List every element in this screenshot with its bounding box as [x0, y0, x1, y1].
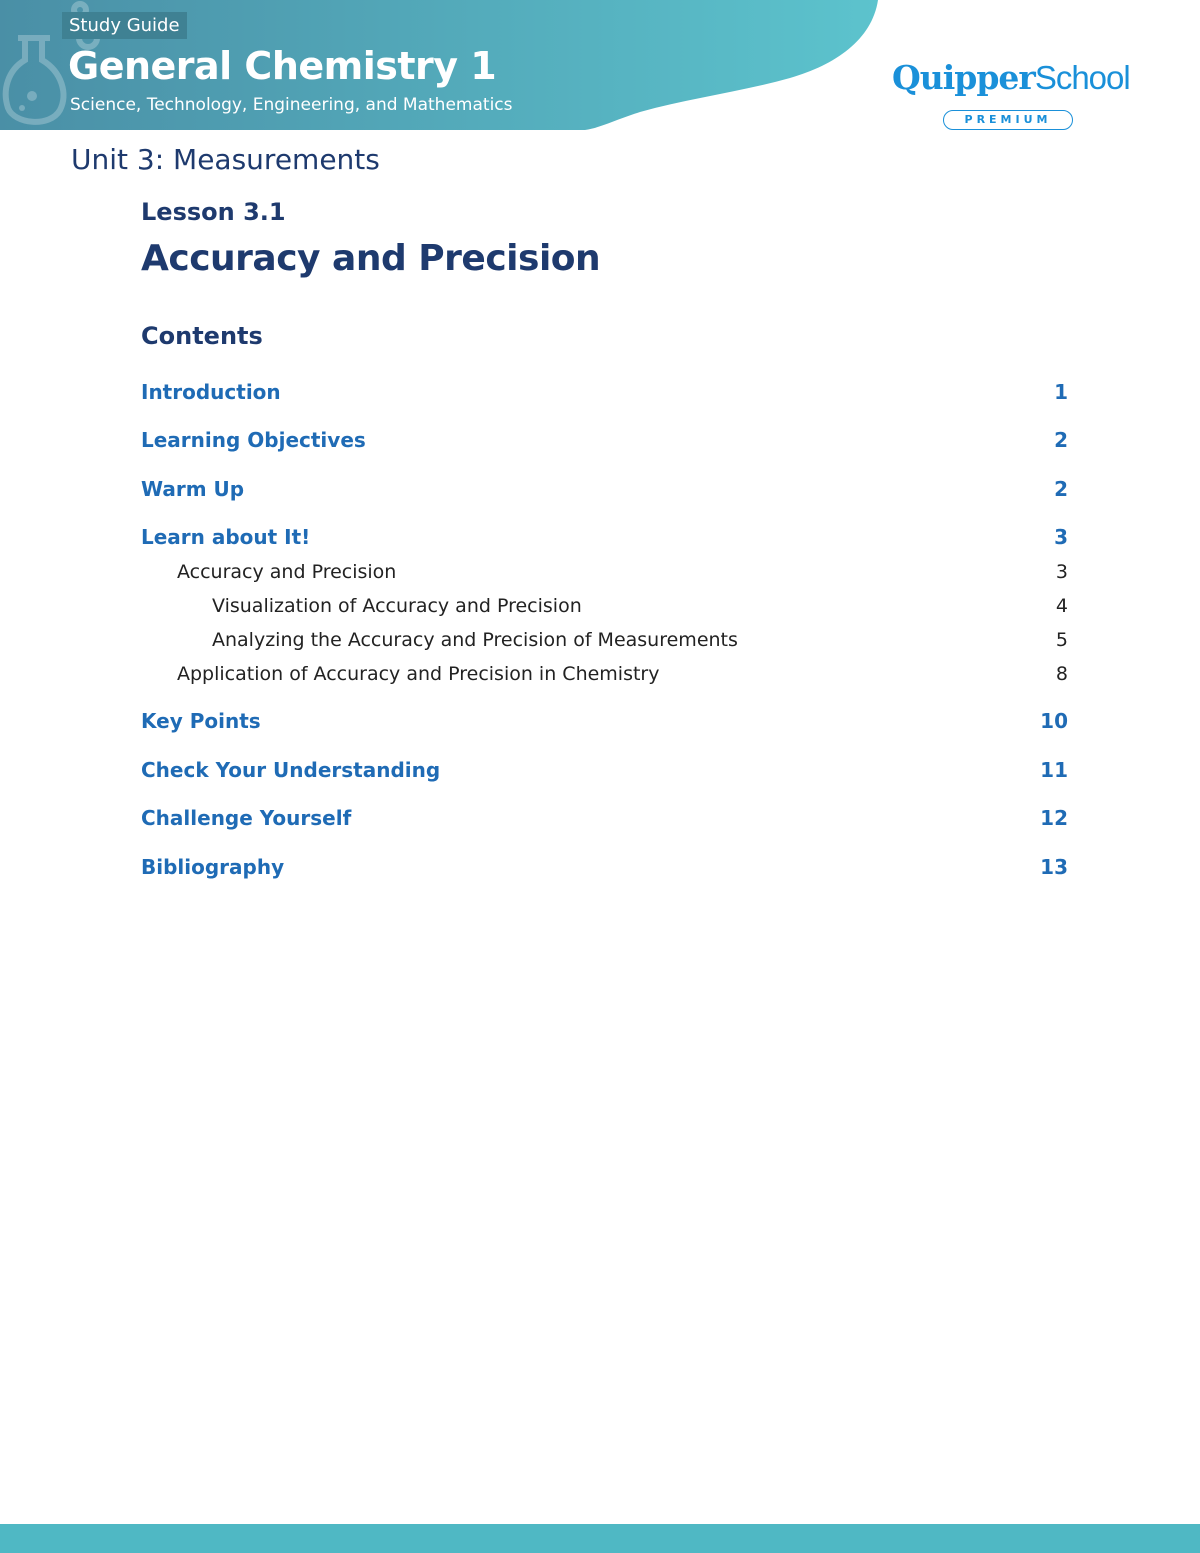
toc-item-page: 4	[1055, 595, 1068, 617]
toc-item-page: 10	[1040, 709, 1068, 733]
toc-item-label: Introduction	[141, 380, 281, 404]
toc-item-bibliography[interactable]	[0, 855, 1200, 885]
toc-item-warm-up[interactable]	[0, 477, 1200, 507]
toc-item-learning-objectives[interactable]	[0, 428, 1200, 458]
brand-name-school: School	[1034, 59, 1130, 96]
unit-title: Unit 3: Measurements	[71, 143, 380, 176]
brand-name	[892, 58, 1130, 97]
toc-item-label: Check Your Understanding	[141, 758, 441, 782]
toc-item-label: Bibliography	[141, 855, 285, 879]
premium-badge: PREMIUM	[943, 110, 1073, 130]
quipper-school-logo	[892, 58, 1132, 134]
toc-item-label: Challenge Yourself	[141, 806, 352, 830]
lesson-title: Accuracy and Precision	[141, 238, 601, 279]
toc-item-application-in-chemistry[interactable]	[0, 663, 1200, 693]
toc-item-page: 8	[1055, 663, 1068, 685]
toc-item-challenge-yourself[interactable]	[0, 806, 1200, 836]
lesson-label: Lesson 3.1	[141, 198, 286, 226]
toc-item-check-your-understanding[interactable]	[0, 758, 1200, 788]
toc-item-page: 1	[1054, 380, 1068, 404]
toc-item-page: 3	[1055, 561, 1068, 583]
toc-item-visualization[interactable]	[0, 595, 1200, 625]
toc-item-learn-about-it[interactable]	[0, 525, 1200, 555]
toc-item-page: 5	[1055, 629, 1068, 651]
toc-item-page: 13	[1040, 855, 1068, 879]
toc-item-label: Key Points	[141, 709, 261, 733]
toc-item-label: Accuracy and Precision	[177, 561, 397, 583]
toc-item-label: Visualization of Accuracy and Precision	[212, 595, 582, 617]
toc-item-analyzing-measurements[interactable]	[0, 629, 1200, 659]
toc-item-accuracy-and-precision[interactable]	[0, 561, 1200, 591]
toc-item-label: Application of Accuracy and Precision in Chemistry	[177, 663, 660, 685]
toc-item-label: Learn about It!	[141, 525, 311, 549]
toc-item-page: 2	[1054, 477, 1068, 501]
toc-item-page: 11	[1040, 758, 1068, 782]
course-title: General Chemistry 1	[68, 44, 497, 88]
contents-heading: Contents	[141, 322, 263, 350]
toc-item-key-points[interactable]	[0, 709, 1200, 739]
toc-item-page: 3	[1054, 525, 1068, 549]
toc-item-page: 12	[1040, 806, 1068, 830]
footer-bar	[0, 1524, 1200, 1553]
course-subtitle: Science, Technology, Engineering, and Mathematics	[70, 95, 513, 115]
toc-item-page: 2	[1054, 428, 1068, 452]
toc-item-label: Learning Objectives	[141, 428, 366, 452]
brand-name-quipper: Quipper	[892, 58, 1035, 97]
toc-item-label: Analyzing the Accuracy and Precision of Measurements	[212, 629, 738, 651]
toc-item-label: Warm Up	[141, 477, 245, 501]
study-guide-badge: Study Guide	[62, 12, 187, 39]
toc-item-introduction[interactable]	[0, 380, 1200, 410]
